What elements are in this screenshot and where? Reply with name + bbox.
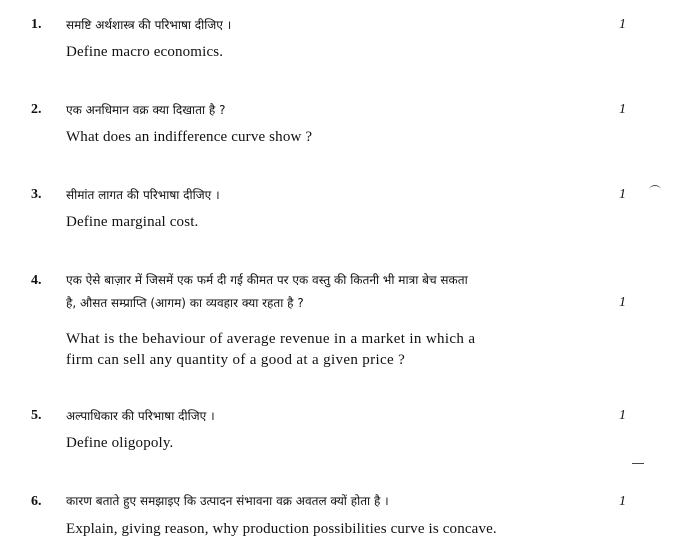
question-text-english: What is the behaviour of average revenue in a market in which a [66, 331, 476, 347]
question-marks: 1 [619, 187, 626, 202]
question-text-hindi: एक अनधिमान वक्र क्या दिखाता है ? [66, 103, 226, 117]
question-text-english: Define macro economics. [66, 44, 224, 60]
scan-mark [632, 463, 644, 464]
question-marks: 1 [619, 17, 626, 32]
question-text-english: Explain, giving reason, why production possibilities curve is concave. [66, 521, 497, 537]
question-text-hindi: कारण बताते हुए समझाइए कि उत्पादन संभावना वक्र अवतल क्यों होता है । [66, 494, 389, 508]
question-text-english: firm can sell any quantity of a good at a given price ? [66, 352, 406, 368]
question-number: 1. [31, 17, 42, 32]
question-text-english: Define oligopoly. [66, 435, 174, 451]
question-number: 6. [31, 494, 42, 509]
question-marks: 1 [619, 102, 626, 117]
question-text-hindi: एक ऐसे बाज़ार में जिसमें एक फर्म दी गई कीमत पर एक वस्तु की कितनी भी मात्रा बेच सकता [66, 273, 468, 287]
question-marks: 1 [619, 295, 626, 310]
question-number: 3. [31, 187, 42, 202]
question-marks: 1 [619, 494, 626, 509]
question-text-english: What does an indifference curve show ? [66, 129, 313, 145]
question-number: 2. [31, 102, 42, 117]
question-text-english: Define marginal cost. [66, 214, 199, 230]
question-number: 4. [31, 273, 42, 288]
question-number: 5. [31, 408, 42, 423]
question-marks: 1 [619, 408, 626, 423]
question-text-hindi: समष्टि अर्थशास्त्र की परिभाषा दीजिए । [66, 18, 232, 32]
question-text-hindi: अल्पाधिकार की परिभाषा दीजिए । [66, 409, 215, 423]
scan-mark [649, 185, 661, 190]
question-text-hindi: है, औसत सम्प्राप्ति (आगम) का व्यवहार क्या रहता है ? [66, 296, 304, 310]
question-text-hindi: सीमांत लागत की परिभाषा दीजिए । [66, 188, 220, 202]
